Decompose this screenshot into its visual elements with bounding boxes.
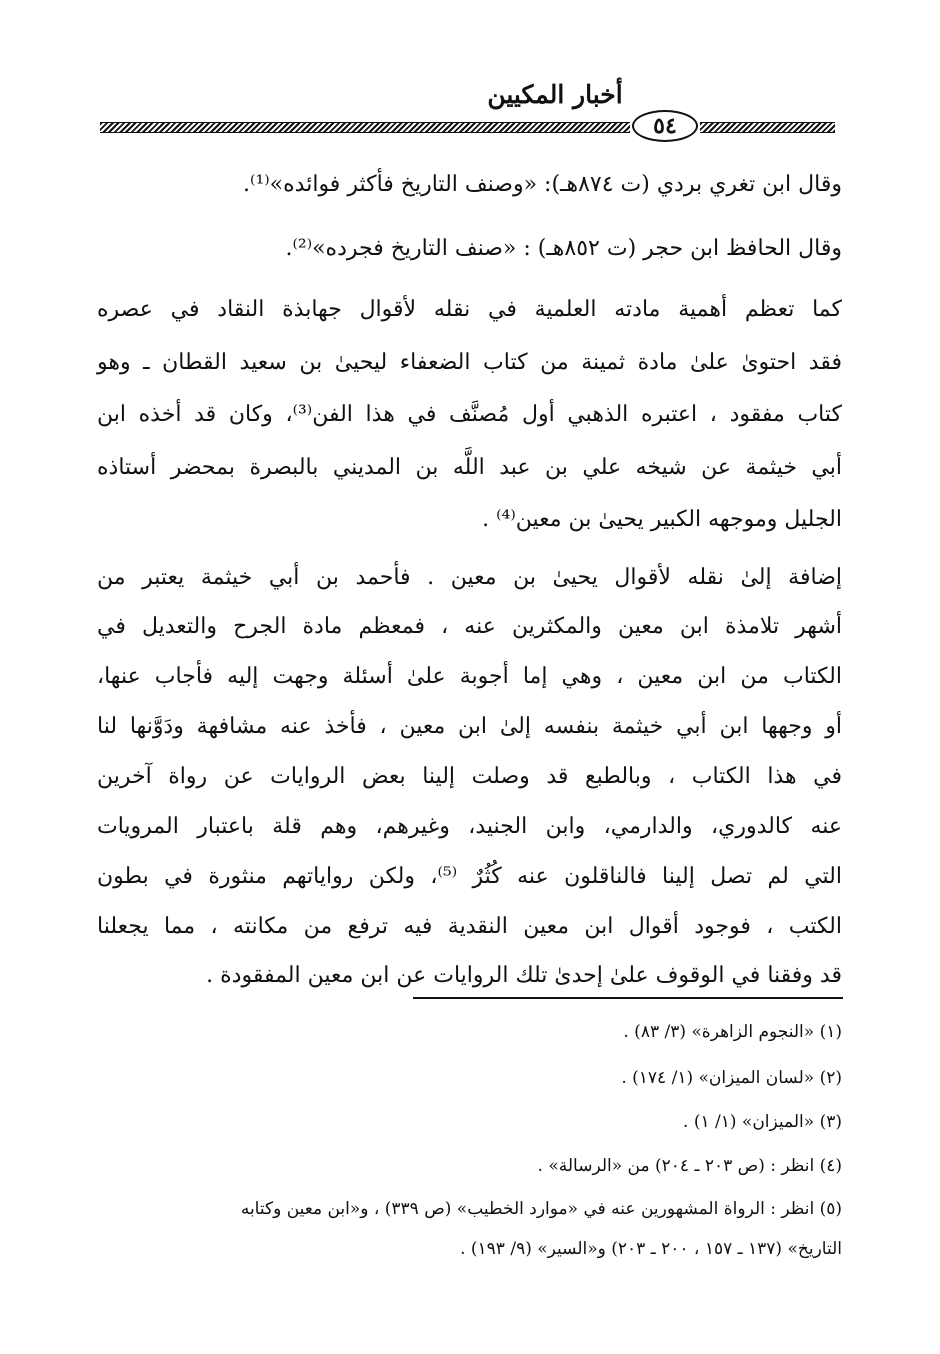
page-number-badge: ٥٤	[632, 110, 698, 142]
footnote: (٢) «لسان الميزان» (١/ ١٧٤) .	[621, 1068, 842, 1088]
footnote: التاريخ» (١٣٧ ـ ١٥٧ ، ٢٠٠ ـ ٢٠٣) و«السير» (٩/ ١٩٣) .	[460, 1239, 842, 1259]
body-line: وقال ابن تغري بردي (ت ٨٧٤هـ): «وصنف التاريخ فأكثر فوائده»⁽¹⁾.	[243, 172, 842, 197]
footnote: (٤) انظر : (ص ٢٠٣ ـ ٢٠٤) من «الرسالة» .	[537, 1156, 842, 1176]
body-line: الكتاب من ابن معين ، وهي إما أجوبة علىٰ أسئلة وجهت إليه فأجاب عنها،	[97, 664, 842, 689]
header-rule-left	[100, 122, 630, 133]
body-line: أبي خيثمة عن شيخه علي بن عبد اللَّه بن المديني بالبصرة بمحضر أستاذه	[97, 455, 842, 480]
footnote: (١) «النجوم الزاهرة» (٣/ ٨٣) .	[623, 1022, 842, 1042]
body-line: كتاب مفقود ، اعتبره الذهبي أول مُصنَّف في هذا الفن⁽³⁾، وكان قد أخذه ابن	[97, 402, 842, 427]
body-line: فقد احتوىٰ علىٰ مادة ثمينة من كتاب الضعفاء ليحيىٰ بن سعيد القطان ـ وهو	[97, 350, 842, 375]
body-line: أو وجهها ابن أبي خيثمة بنفسه إلىٰ ابن معين ، فأخذ عنه مشافهة ودَوَّنها لنا	[97, 714, 842, 739]
body-line: قد وفقنا في الوقوف علىٰ إحدىٰ تلك الروايات عن ابن معين المفقودة .	[206, 963, 842, 988]
header-rule-right	[700, 122, 835, 133]
body-line: وقال الحافظ ابن حجر (ت ٨٥٢هـ) : «صنف التاريخ فجرده»⁽²⁾.	[285, 236, 842, 261]
footnote-separator	[413, 997, 843, 999]
body-line: التي لم تصل إلينا فالناقلون عنه كُثُرٌ ⁽⁵⁾، ولكن رواياتهم منثورة في بطون	[97, 864, 842, 889]
body-line: الجليل وموجهه الكبير يحيىٰ بن معين⁽⁴⁾ .	[482, 507, 842, 532]
running-header-title: أخبار المكيين	[487, 80, 623, 109]
body-line: كما تعظم أهمية مادته العلمية في نقله لأقوال جهابذة النقاد في عصره	[97, 297, 842, 322]
body-line: عنه كالدوري، والدارمي، وابن الجنيد، وغيرهم، وهم قلة باعتبار المرويات	[97, 814, 842, 839]
body-line: في هذا الكتاب ، وبالطبع قد وصلت إلينا بعض الروايات عن رواة آخرين	[97, 764, 842, 789]
body-line: الكتب ، فوجود أقوال ابن معين النقدية فيه ترفع من مكانته ، مما يجعلنا	[97, 914, 842, 939]
body-line: أشهر تلامذة ابن معين والمكثرين عنه ، فمعظم مادة الجرح والتعديل في	[97, 614, 842, 639]
body-line: إضافة إلىٰ نقله لأقوال يحيىٰ بن معين . فأحمد بن أبي خيثمة يعتبر من	[97, 565, 842, 590]
footnote: (٣) «الميزان» (١/ ١) .	[683, 1112, 842, 1132]
footnote: (٥) انظر : الرواة المشهورين عنه في «موارد الخطيب» (ص ٣٣٩) ، و«ابن معين وكتابه	[240, 1199, 842, 1219]
